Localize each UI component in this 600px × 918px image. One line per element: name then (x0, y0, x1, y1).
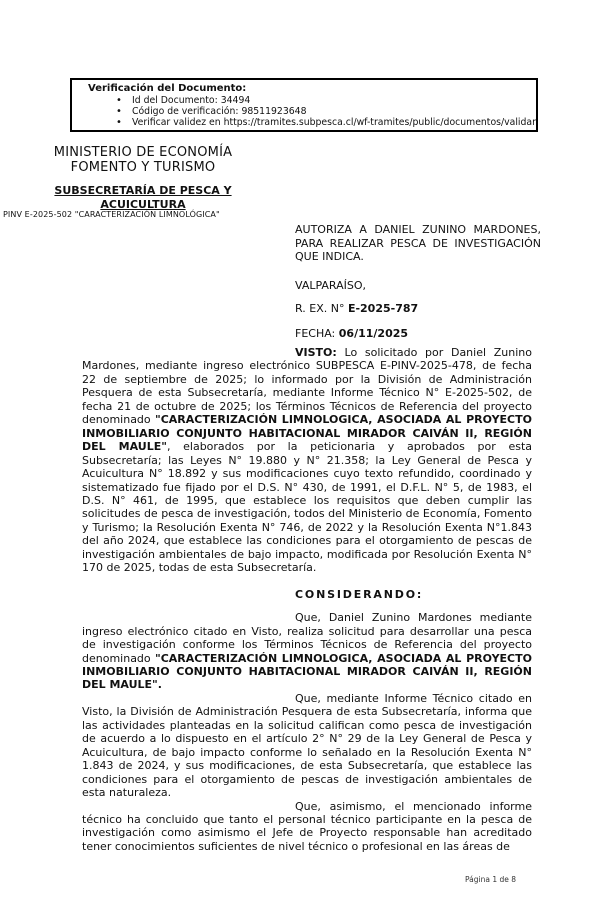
considerando-paragraph-1: Que, Daniel Zunino Mardones mediante ingreso electrónico citado en Visto, realiza solicitud para desarrollar una pesca de investigación conforme los Términos Técnicos de Referencia del proyecto denominado "CARACTERIZACIÓN LIMNOLOGICA, ASOCIADA AL PROYECTO INMOBILIARIO CONJUNTO HABITACIONAL MIRADOR CAIVÁN II, REGIÓN DEL MAULE". (82, 611, 532, 692)
date-line (295, 327, 408, 340)
date-value: 06/11/2025 (338, 327, 409, 340)
visto-paragraph: VISTO: Lo solicitado por Daniel Zunino Mardones, mediante ingreso electrónico SUBPESCA E-PINV-2025-478, de fecha 22 de septiembre de 2025; lo informado por la División de Administración Pesquera de esta Subsecretaría, mediante Informe Técnico N° E-2025-502, de fecha 21 de octubre de 2025; los Términos Técnicos de Referencia del proyecto denominado "CARACTERIZACIÓN LIMNOLOGICA, ASOCIADA AL PROYECTO INMOBILIARIO CONJUNTO HABITACIONAL MIRADOR CAIVÁN II, REGIÓN DEL MAULE", elaborados por la peticionaria y aprobados por esta Subsecretaría; las Leyes N° 19.880 y N° 21.358; la Ley General de Pesca y Acuicultura N° 18.892 y sus modificaciones cuyo texto refundido, coordinado y sistematizado fue fijado por el D.S. N° 430, de 1991, el D.F.L. N° 5, de 1983, el D.S. N° 461, de 1995, que establece los requisitos que deben cumplir las solicitudes de pesca de investigación, todos del Ministerio de Economía, Fomento y Turismo; la Resolución Exenta N° 746, de 2022 y la Resolución Exenta N°1.843 del año 2024, que establece las condiciones para el otorgamiento de pescas de investigación ambientales de bajo impacto, modificada por Resolución Exenta N° 170 de 2025, todas de esta Subsecretaría. (82, 346, 532, 575)
verification-item-code: • Código de verificación: 98511923648 (88, 106, 530, 117)
subsecretaria-line-2: ACUICULTURA (100, 197, 186, 211)
resolution-number-line (295, 302, 418, 315)
subsecretaria-name (30, 184, 256, 211)
org-header (30, 145, 256, 211)
considerando-paragraph-2: Que, mediante Informe Técnico citado en Visto, la División de Administración Pesquera de esta Subsecretaría, informa que las actividades planteadas en la solicitud califican como pesca de investigación de acuerdo a lo dispuesto en el artículo 2° N° 29 de la Ley General de Pesca y Acuicultura, de bajo impacto conforme lo señalado en la Resolución Exenta N° 1.843 de 2024, y sus modificaciones, de esta Subsecretaría, que establece las condiciones para el otorgamiento de pescas de investigación ambientales de esta naturaleza. (82, 691, 532, 800)
considerando-paragraph-3: Que, asimismo, el mencionado informe técnico ha concluido que tanto el personal técnico participante en la pesca de investigación como asimismo el Jefe de Proyecto responsable han acreditado tener conocimientos suficientes de nivel técnico o profesional en las áreas de (82, 799, 532, 853)
rex-label: R. EX. N° (295, 302, 348, 315)
verification-item-validate-url: • Verificar validez en https://tramites.subpesca.cl/wf-tramites/public/documentos/validar (88, 117, 530, 128)
resolution-subject: AUTORIZA A DANIEL ZUNINO MARDONES, PARA REALIZAR PESCA DE INVESTIGACIÓN QUE INDICA. (295, 223, 541, 263)
rex-number: E-2025-787 (347, 302, 419, 315)
ministry-line-1: MINISTERIO DE ECONOMÍA (53, 145, 233, 160)
project-reference: PINV E-2025-502 "CARACTERIZACIÓN LIMNOLÓGICA" (3, 210, 220, 219)
page-number: Página 1 de 8 (465, 875, 517, 884)
date-label: FECHA: (295, 327, 339, 340)
document-body (82, 346, 532, 853)
verification-list (88, 95, 536, 128)
verification-title: Verificación del Documento: (88, 83, 247, 94)
city-line: VALPARAÍSO, (295, 279, 367, 292)
ministry-line-2: FOMENTO Y TURISMO (70, 160, 216, 175)
subsecretaria-line-1: SUBSECRETARÍA DE PESCA Y (54, 184, 232, 197)
verification-item-document-id: • Id del Documento: 34494 (88, 95, 530, 106)
verification-box (70, 78, 538, 132)
considerando-heading: C O N S I D E R A N D O : (295, 587, 422, 601)
ministry-name (30, 145, 256, 175)
